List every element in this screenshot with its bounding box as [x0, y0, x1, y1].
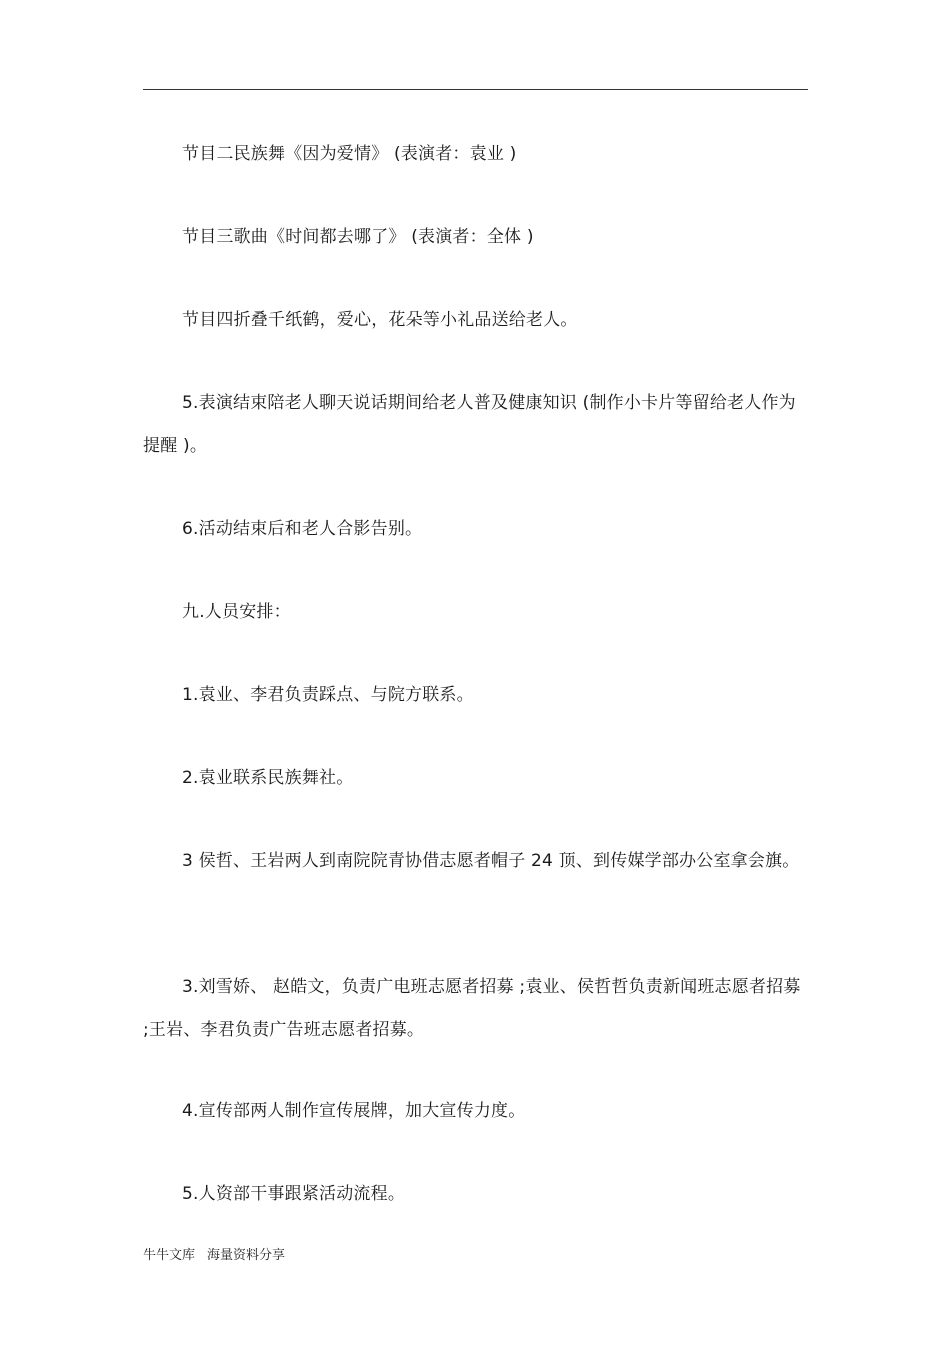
paragraph-program-4: 节目四折叠千纸鹤，爱心，花朵等小礼品送给老人。 [182, 310, 578, 330]
header-divider [143, 89, 808, 90]
footer-slogan: 海量资料分享 [207, 1248, 286, 1263]
paragraph-staff-4: 4.宣传部两人制作宣传展牌，加大宣传力度。 [182, 1101, 526, 1121]
paragraph-staff-3b: 3.刘雪娇、 赵皓文，负责广电班志愿者招募 ;袁业、侯哲哲负责新闻班志愿者招募 ;王岩、李君负责广告班志愿者招募。 [143, 977, 801, 1040]
paragraph-staff-1: 1.袁业、李君负责踩点、与院方联系。 [182, 685, 474, 705]
section-heading-staffing: 九.人员安排： [182, 602, 291, 622]
paragraph-step-6: 6.活动结束后和老人合影告别。 [182, 519, 423, 539]
paragraph-step-5: 5.表演结束陪老人聊天说话期间给老人普及健康知识 (制作小卡片等留给老人作为提醒 )。 [143, 393, 796, 456]
footer-site-name: 牛牛文库 [143, 1248, 196, 1263]
paragraph-staff-2: 2.袁业联系民族舞社。 [182, 768, 354, 788]
paragraph-staff-5: 5.人资部干事跟紧活动流程。 [182, 1184, 406, 1204]
paragraph-program-2: 节目二民族舞《因为爱情》 (表演者：袁业 ) [182, 144, 517, 164]
paragraph-program-3: 节目三歌曲《时间都去哪了》 (表演者：全体 ) [182, 227, 534, 247]
paragraph-staff-3a: 3 侯哲、王岩两人到南院院青协借志愿者帽子 24 顶、到传媒学部办公室拿会旗。 [182, 851, 800, 871]
page-footer [143, 1247, 285, 1265]
